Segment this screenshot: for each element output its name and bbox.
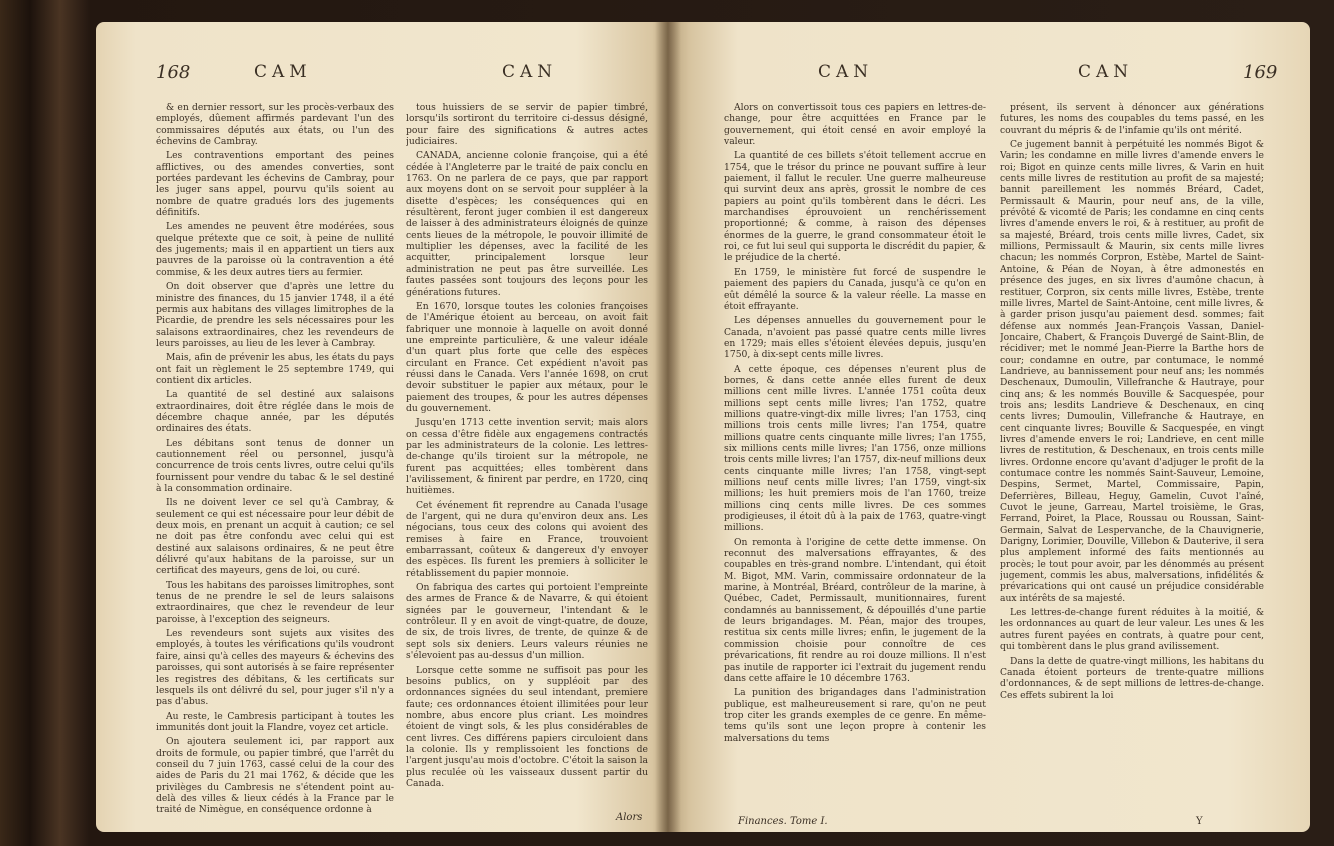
running-head: CAN: [818, 62, 874, 82]
text-column-1: [156, 102, 394, 824]
paragraph: Lorsque cette somme ne suffisoit pas pour les besoins publics, on y suppléoit par des ordonnances signées du seul intendant, premiere faute; ces ordonnances étoient illimitées pour leur nombre, abus encore plus criant. Les moindres étoient de vingt sols, & les plus considérables de cent livres. Ces différens papiers circuloient dans la colonie. Ils y remplissoient les fonctions de l'argent jusqu'au mois d'octobre. C'étoit la saison la plus reculée où les vaisseaux dussent partir du Canada.: [406, 664, 648, 789]
paragraph: Les débitans sont tenus de donner un cautionnement réel ou personnel, jusqu'à concurrence de trois cents livres, outre celui qu'ils fournissent pour vendre du tabac & le sel destiné à la consommation ordinaire.: [156, 437, 394, 494]
text-column-1: [724, 102, 986, 814]
paragraph: Ils ne doivent lever ce sel qu'à Cambray, & seulement ce qui est nécessaire pour leur débit de deux mois, en prenant un acquit à caution; ce sel ne doit pas être confondu avec celui qui est destiné aux salaisons ordinaires, & ne peut être délivré qu'aux habitans de la paroisse, sur un certificat des mayeurs, gens de loi, ou curé.: [156, 497, 394, 577]
paragraph: tous huissiers de se servir de papier timbré, lorsqu'ils sortiront du territoire ci-dessus désigné, pour faire des significations & autres actes judiciaires.: [406, 102, 648, 148]
right-page: [668, 22, 1310, 832]
running-head: CAM: [254, 62, 312, 82]
catchword: Alors: [616, 812, 643, 823]
paragraph: Ce jugement bannit à perpétuité les nommés Bigot & Varin; les condamne en mille livres d'amende envers le roi; Bigot en quinze cents mille livres, & Varin en huit cents mille livres de restitution au profit de sa majesté; bannit pareillement les nommés Bréard, Cadet, Permissault & Maurin, pour neuf ans, de la ville, prévôté & vicomté de Paris; les condamne en cinq cents livres d'amende envers le roi, & à restituer, au profit de sa majesté, Bréard, trois cents mille livres, Cadet, six millions, Permissault & Maurin, six cents mille livres chacun; les nommés Corpron, Estèbe, Martel de Saint-Antoine, & Péan de Noyan, à être admonestés en présence des juges, en six livres d'aumône chacun, à restituer, Corpron, six cents mille livres, Estèbe, trente mille livres, Martel de Saint-Antoine, cent mille livres, & à garder prison jusqu'au paiement desd. sommes; fait défense aux nommés Jean-François Vassan, Daniel-Joncaire, Chabert, & François Duvergé de Saint-Blin, de récidiver; met le nommé Jean-Pierre la Barthe hors de cour; condamne en outre, par contumace, le nommé Landrieve, au bannissement pour neuf ans; les nommés Deschenaux, Dumoulin, Villefranche & Hautraye, pour cinq ans; & les nommés Bouville & Sacquespée, pour trois ans; lesdits Landrieve & Deschenaux, en cinq cents livres; Dumoulin, Villefranche & Hautraye, en cent cinquante livres; Bouville & Sacquespée, en vingt livres d'amende envers le roi; Landrieve, en cent mille livres de restitution, & Deschenaux, en trois cents mille livres. Ordonne encore qu'avant d'adjuger le profit de la contumace contre les nommés Saint-Sauveur, Lemoine, Despins, Sermet, Martel, Commissaire, Papin, Deferrières, Billeau, Heguy, Gamelin, Cuvot l'aîné, Cuvot le jeune, Garreau, Martel troisième, le Gras, Ferrand, Poiret, la Place, Roussau ou Roussan, Saint-Germain, Salvat de Lespervanche, de la Chauvignerie, Darigny, Lorimier, Douville, Villebon & Dauterive, il sera plus amplement informé des faits mentionnés au procès; le tout pour avoir, par les dénommés au présent jugement, commis les abus, malversations, infidélités & prévarications qui ont causé un préjudice considérable aux intérêts de sa majesté.: [1000, 139, 1264, 604]
paragraph: En 1670, lorsque toutes les colonies françoises de l'Amérique étoient au berceau, on avoit fait fabriquer une monnoie à laquelle on avoit donné une empreinte particulière, & une valeur idéale d'un quart plus forte que celle des espèces circulant en France. Cet expédient n'avoit pas réussi dans le Canada. Vers l'année 1698, on crut devoir substituer le papier aux métaux, pour le paiement des troupes, & pour les autres dépenses du gouvernement.: [406, 300, 648, 414]
paragraph: & en dernier ressort, sur les procès-verbaux des employés, dûement affirmés pardevant l'un des commissaires députés aux états, ou l'un des échevins de Cambray.: [156, 102, 394, 148]
page-number: 169: [1243, 62, 1278, 83]
paragraph: Jusqu'en 1713 cette invention servit; mais alors on cessa d'être fidèle aux engagemens contractés par les administrateurs de la colonie. Les lettres-de-change qu'ils tiroient sur la métropole, ne furent pas acquittées; elles tombèrent dans l'avilissement, & finirent par perdre, en 1720, cinq huitièmes.: [406, 417, 648, 497]
paragraph: En 1759, le ministère fut forcé de suspendre le paiement des papiers du Canada, jusqu'à ce qu'on en eût démêlé la source & la valeur réelle. La masse en étoit effrayante.: [724, 266, 986, 312]
paragraph: On doit observer que d'après une lettre du ministre des finances, du 15 janvier 1748, il a été permis aux habitans des villages limitrophes de la Picardie, de prendre les sels nécessaires pour les salaisons extraordinaires, chez les revendeurs de leurs paroisses, au lieu de les lever à Cambray.: [156, 281, 394, 349]
paragraph: Les dépenses annuelles du gouvernement pour le Canada, n'avoient pas passé quatre cents mille livres en 1729; mais elles s'étoient élevées depuis, jusqu'en 1750, à dix-sept cents mille livres.: [724, 315, 986, 361]
left-page: [96, 22, 668, 832]
paragraph: La quantité de sel destiné aux salaisons extraordinaires, doit être réglée dans le mois de décembre chaque année, par les députés ordinaires des états.: [156, 389, 394, 435]
catchword: Y: [1196, 816, 1203, 827]
paragraph: La quantité de ces billets s'étoit tellement accrue en 1754, que le trésor du prince ne pouvant suffire à leur paiement, il fallut le reculer. Une guerre malheureuse qui survint deux ans après, grossit le nombre de ces papiers au point qu'ils tombèrent dans le décri. Les marchandises éprouvoient un renchérissement proportionné; & comme, à raison des dépenses énormes de la guerre, le grand consommateur étoit le roi, ce fut lui seul qui supporta le discrédit du papier, & le préjudice de la cherté.: [724, 150, 986, 264]
paragraph: Les amendes ne peuvent être modérées, sous quelque prétexte que ce soit, à peine de nullité des jugements; mais il en appartient un tiers aux pauvres de la paroisse où la contravention a été commise, & les deux autres tiers au fermier.: [156, 221, 394, 278]
paragraph: Tous les habitans des paroisses limitrophes, sont tenus de ne prendre le sel de leurs salaisons extraordinaires, que chez le revendeur de leur paroisse, à l'exception des seigneurs.: [156, 579, 394, 625]
paragraph: présent, ils servent à dénoncer aux générations futures, les noms des coupables du tems passé, en les couvrant du mépris & de l'infamie qu'ils ont mérité.: [1000, 102, 1264, 136]
paragraph: On remonta à l'origine de cette dette immense. On reconnut des malversations effrayantes, & des coupables en très-grand nombre. L'intendant, qui étoit M. Bigot, MM. Varin, commissaire ordonnateur de la marine, à Montréal, Bréard, contrôleur de la marine, à Québec, Cadet, Permissault, munitionnaires, furent condamnés au bannissement, & dépouillés d'une partie de leurs brigandages. M. Péan, major des troupes, restitua six cents mille livres; enfin, le jugement de la commission choisie pour connoître de ces prévarications, fit rendre au roi douze millions. Il n'est pas inutile de rapporter ici l'extrait du jugement rendu dans cette affaire le 10 décembre 1763.: [724, 536, 986, 684]
paragraph: Les lettres-de-change furent réduites à la moitié, & les ordonnances au quart de leur valeur. Les unes & les autres furent payées en contrats, à quatre pour cent, qui tombèrent dans le plus grand avilissement.: [1000, 607, 1264, 653]
running-head: CAN: [1078, 62, 1134, 82]
text-column-2: [406, 102, 648, 810]
paragraph: Au reste, le Cambresis participant à toutes les immunités dont jouit la Flandre, voyez cet article.: [156, 710, 394, 733]
paragraph: On fabriqua des cartes qui portoient l'empreinte des armes de France & de Navarre, & qui étoient signées par le gouverneur, l'intendant & le contrôleur. Il y en avoit de vingt-quatre, de douze, de six, de trois livres, de trente, de quinze & de sept sols six deniers. Leurs valeurs réunies ne s'élevoient pas au-dessus d'un million.: [406, 582, 648, 662]
signature-line: Finances. Tome I.: [738, 816, 828, 827]
paragraph: Mais, afin de prévenir les abus, les états du pays ont fait un règlement le 25 septembre 1749, qui contient dix articles.: [156, 352, 394, 386]
paragraph: A cette époque, ces dépenses n'eurent plus de bornes, & dans cette année elles furent de deux millions cent mille livres. L'année 1751 coûta deux millions sept cents mille livres; l'an 1752, quatre millions quatre-vingt-dix mille livres; l'an 1753, cinq millions trois cents mille livres; l'an 1754, quatre millions quatre cents cinquante mille livres; l'an 1755, six millions cents mille livres; l'an 1756, onze millions trois cents mille livres; l'an 1757, dix-neuf millions deux cents cinquante mille livres; l'an 1758, vingt-sept millions neuf cents mille livres; l'an 1759, vingt-six millions; les huit premiers mois de l'an 1760, treize millions cinq cents mille livres. De ces sommes prodigieuses, il étoit dû à la paix de 1763, quatre-vingt millions.: [724, 363, 986, 534]
book-gutter: [655, 22, 681, 832]
paragraph: La punition des brigandages dans l'administration publique, est malheureusement si rare, qu'on ne peut trop citer les grands exemples de ce genre. En même-tems qu'ils sont une leçon propre à contenir les malversations du tems: [724, 687, 986, 744]
paragraph: Dans la dette de quatre-vingt millions, les habitans du Canada étoient porteurs de trente-quatre millions d'ordonnances, & de sept millions de lettres-de-change. Ces effets subirent la loi: [1000, 655, 1264, 701]
paragraph: Les contraventions emportant des peines afflictives, ou des amendes converties, sont portées pardevant les échevins de Cambray, pour les juger sans appel, pourvu qu'ils soient au nombre de quatre gradués lors des jugements définitifs.: [156, 150, 394, 219]
paragraph: On ajoutera seulement ici, par rapport aux droits de formule, ou papier timbré, que l'arrêt du conseil du 7 juin 1763, cassé celui de la cour des aides de Paris du 21 mai 1762, & décide que les privilèges du Cambresis ne s'étendent point au-delà des villes & lieux cédés à la France par le traité de Nimègue, en conséquence ordonne à: [156, 736, 394, 816]
paragraph: Les revendeurs sont sujets aux visites des employés, à toutes les vérifications qu'ils voudront faire, ainsi qu'à celles des mayeurs & échevins des paroisses, qui sont autorisés à se faire représenter les registres des débitans, & les certificats sur lesquels ils ont délivré du sel, pour juger s'il n'y a pas d'abus.: [156, 628, 394, 708]
text-column-2: [1000, 102, 1264, 814]
running-head: CAN: [502, 62, 558, 82]
paragraph: Cet événement fit reprendre au Canada l'usage de l'argent, qui ne dura qu'environ deux ans. Les négocians, tous ceux des colons qui avoient des remises à faire en France, trouvoient embarrassant, coûteux & dangereux d'y envoyer des espèces. Ils furent les premiers à solliciter le rétablissement du papier monnoie.: [406, 499, 648, 579]
paragraph: Alors on convertissoit tous ces papiers en lettres-de-change, pour être acquittées en France par le gouvernement, qui étoit censé en avoir employé la valeur.: [724, 102, 986, 148]
paragraph: CANADA, ancienne colonie françoise, qui a été cédée à l'Angleterre par le traité de paix conclu en 1763. On ne parlera de ce pays, que par rapport aux moyens dont on se servoit pour suppléer à la disette d'espèces; les conséquences qui en résultèrent, feront juger combien il est dangereux de laisser à des administrateurs éloignés de quinze cents lieues de la métropole, le pouvoir illimité de multiplier les dépenses, avec la facilité de les acquitter, principalement lorsque leur administration ne peut pas être surveillée. Les fautes passées sont toujours des leçons pour les générations futures.: [406, 150, 648, 298]
page-number: 168: [156, 62, 191, 83]
